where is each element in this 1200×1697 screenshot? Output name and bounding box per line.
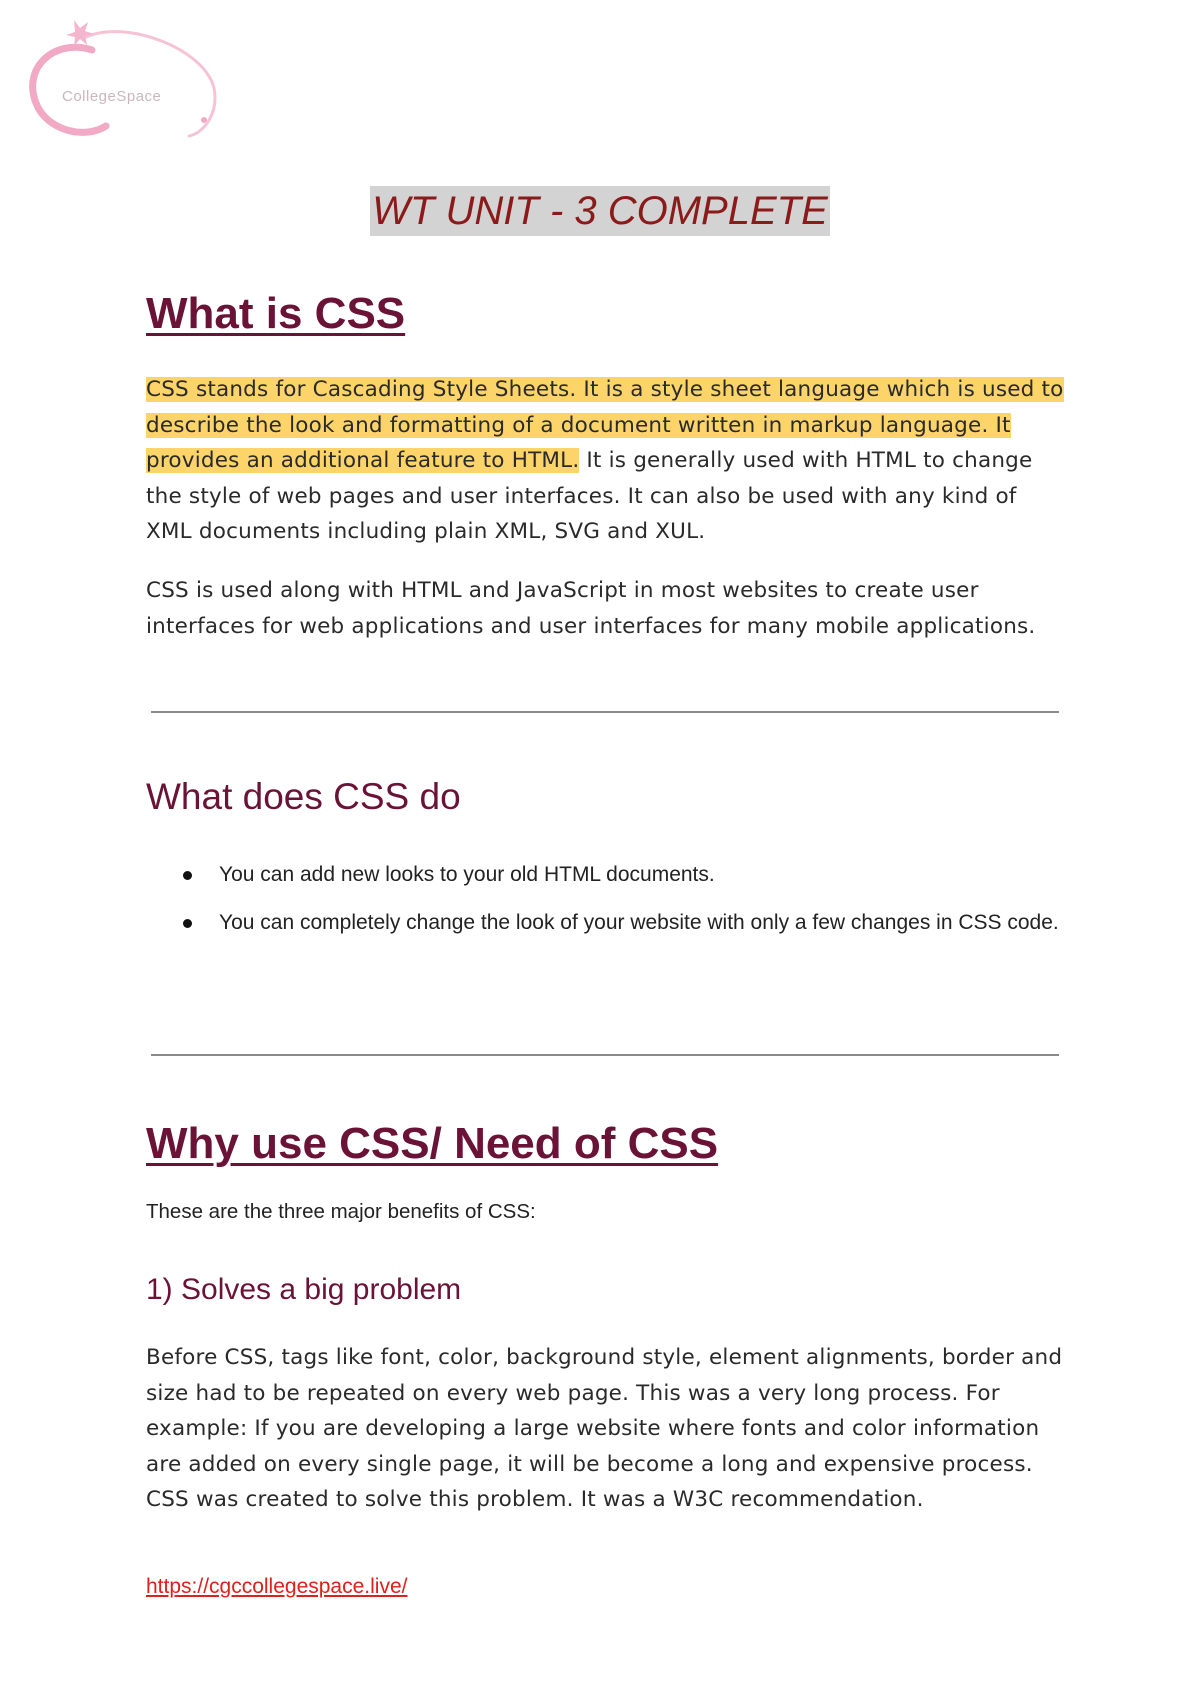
horizontal-divider <box>151 711 1059 713</box>
heading-why-use-css: Why use CSS/ Need of CSS <box>146 1119 719 1168</box>
bullet-icon <box>183 871 192 880</box>
heading-what-does-css-do: What does CSS do <box>146 776 461 817</box>
list-item-text: You can completely change the look of your website with only a few changes in CSS code. <box>219 911 1059 934</box>
collegespace-link[interactable]: https://cgccollegespace.live/ <box>146 1575 408 1598</box>
logo-text: CollegeSpace <box>62 88 162 105</box>
benefits-intro: These are the three major benefits of CSS: <box>146 1200 536 1223</box>
document-title: WT UNIT - 3 COMPLETE <box>370 186 830 236</box>
subheading-solves-big-problem: 1) Solves a big problem <box>146 1273 462 1306</box>
paragraph-before-css: Before CSS, tags like font, color, background style, element alignments, border and size had to be repeated on every web page. This was a very long process. For example: If you are developing a large website where fonts and color information are added on every single page, it will be become a long and expensive process. CSS was created to solve this problem. It was a W3C recommendation. <box>146 1345 1063 1512</box>
collegespace-logo <box>14 8 224 148</box>
definition-continuation: It is generally used with HTML to change the style of web pages and user interfaces. It can also be used with any kind of XML documents including plain XML, SVG and XUL. <box>146 448 1033 544</box>
horizontal-divider <box>151 1054 1059 1056</box>
logo-swirl-icon <box>14 8 224 148</box>
bullet-list <box>146 855 1066 951</box>
highlighted-definition: CSS stands for Cascading Style Sheets. It is a style sheet language which is used to describe the look and formatting of a document written in markup language. It provides an additional feature to HTML. <box>146 377 1064 473</box>
list-item <box>146 855 1066 895</box>
paragraph-css-usage: CSS is used along with HTML and JavaScript in most websites to create user interfaces for web applications and user interfaces for many mobile applications. <box>146 578 1036 639</box>
list-item-text: You can add new looks to your old HTML documents. <box>219 863 715 886</box>
heading-what-is-css: What is CSS <box>146 289 406 338</box>
list-item <box>146 903 1066 943</box>
bullet-icon <box>183 919 192 928</box>
document-title-wrapper <box>0 186 1200 236</box>
paragraph-css-definition <box>146 372 1066 550</box>
